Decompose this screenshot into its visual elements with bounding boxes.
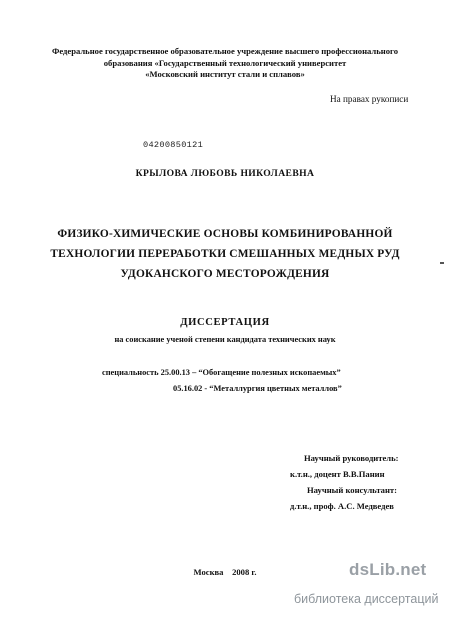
consultant-label: Научный консультант: — [307, 485, 398, 495]
dslib-watermark-logo — [349, 560, 445, 580]
institution-line-1: Федеральное государственное образовательное учреждение высшего профессионального — [51, 46, 399, 56]
watermark-subtitle: библиотека диссертаций — [294, 592, 439, 606]
consultant-name: д.т.н., проф. А.С. Медведев — [290, 501, 394, 511]
watermark-brand: dsLib.net — [349, 560, 427, 579]
institution-line-3: «Московский институт стали и сплавов» — [145, 69, 305, 79]
specialty-line-1: специальность 25.00.13 – “Обогащение полезных ископаемых” — [102, 368, 341, 377]
degree-line: на соискание ученой степени кандидата технических наук — [114, 335, 336, 344]
place-and-year: Москва 2008 г. — [193, 567, 257, 577]
margin-mark — [440, 262, 444, 264]
title-line-1: ФИЗИКО-ХИМИЧЕСКИЕ ОСНОВЫ КОМБИНИРОВАННОЙ — [57, 228, 393, 240]
advisor-label: Научный руководитель: — [304, 453, 399, 463]
title-line-2: ТЕХНОЛОГИИ ПЕРЕРАБОТКИ СМЕШАННЫХ МЕДНЫХ РУД — [50, 248, 400, 260]
library-code: 04200850121 — [143, 140, 204, 150]
institution-line-2: образования «Государственный технологический университет — [103, 58, 347, 68]
author-name: КРЫЛОВА ЛЮБОВЬ НИКОЛАЕВНА — [135, 168, 315, 179]
specialty-line-2: 05.16.02 - “Металлургия цветных металлов” — [173, 384, 342, 393]
manuscript-rights-note: На правах рукописи — [330, 94, 409, 104]
advisor-name: к.т.н., доцент В.В.Панин — [290, 469, 385, 479]
document-type: ДИССЕРТАЦИЯ — [180, 317, 270, 328]
title-line-3: УДОКАНСКОГО МЕСТОРОЖДЕНИЯ — [120, 268, 330, 280]
